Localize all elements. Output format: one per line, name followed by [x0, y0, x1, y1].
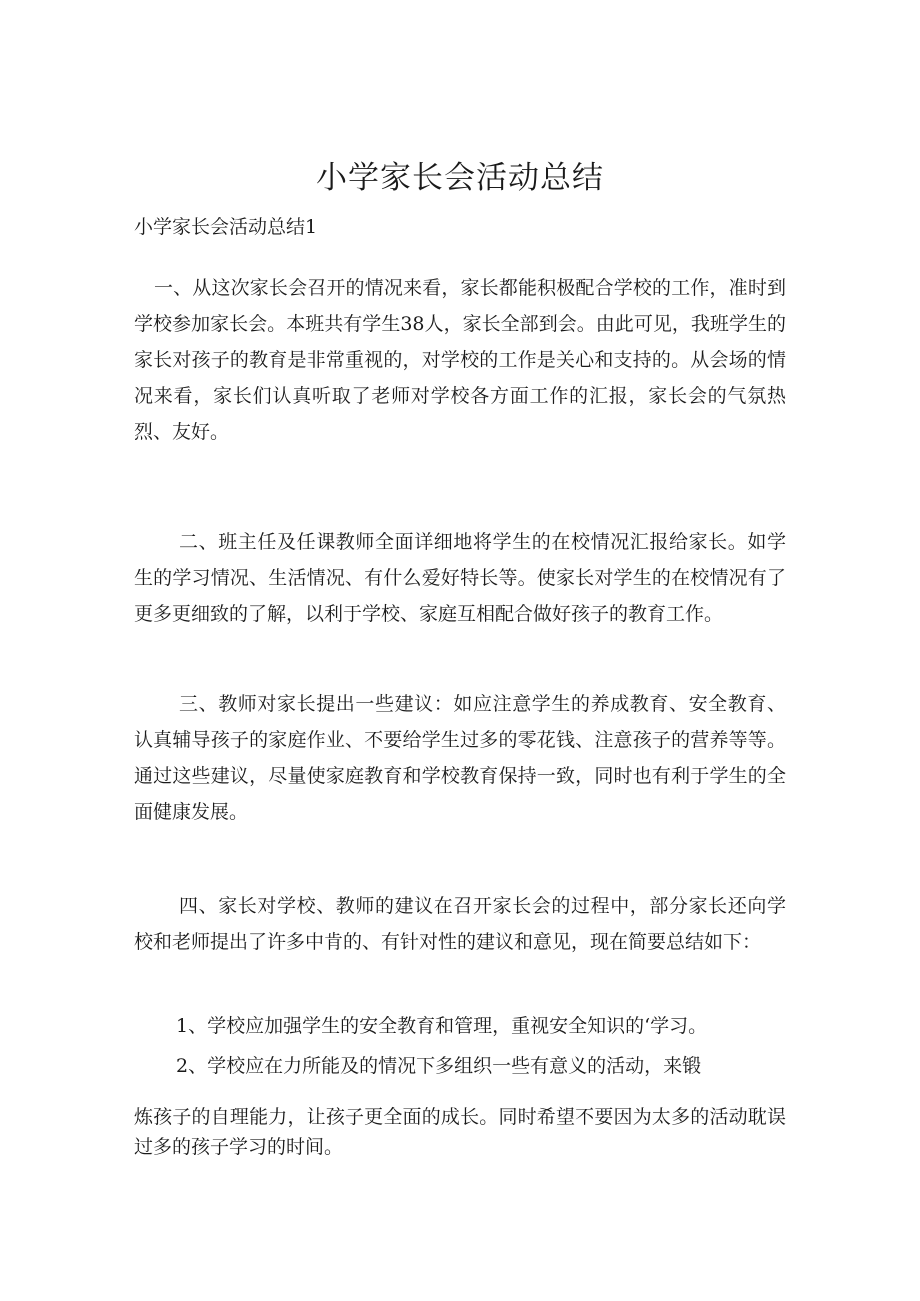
paragraph-3: 三、教师对家长提出一些建议：如应注意学生的养成教育、安全教育、认真辅导孩子的家庭作业、不要给学生过多的零花钱、注意孩子的营养等等。通过这些建议，尽量使家庭教育和学校教育保持一致，同时也有利于学生的全面健康发展。: [134, 693, 786, 823]
paragraph-1: 一、从这次家长会召开的情况来看，家长都能积极配合学校的工作，准时到学校参加家长会。本班共有学生38人，家长全部到会。由此可见，我班学生的家长对孩子的教育是非常重视的，对学校的工作是关心和支持的。从会场的情况来看，家长们认真听取了老师对学校各方面工作的汇报，家长会的气氛热烈、友好。: [134, 277, 786, 443]
paragraph-2: 二、班主任及任课教师全面详细地将学生的在校情况汇报给家长。如学生的学习情况、生活情况、有什么爱好特长等。使家长对学生的在校情况有了更多更细致的了解，以利于学校、家庭互相配合做好孩子的教育工作。: [134, 531, 786, 625]
document-title: 小学家长会活动总结: [316, 160, 604, 196]
document-subtitle: 小学家长会活动总结1: [134, 216, 318, 238]
paragraph-continuation: 炼孩子的自理能力，让孩子更全面的成长。同时希望不要因为太多的活动耽误过多的孩子学习的时间。: [134, 1106, 786, 1158]
paragraph-4: 四、家长对学校、教师的建议在召开家长会的过程中，部分家长还向学校和老师提出了许多中肯的、有针对性的建议和意见，现在简要总结如下：: [134, 895, 786, 953]
list-item-1: 1、学校应加强学生的安全教育和管理，重视安全知识的‘学习。: [176, 1015, 708, 1037]
list-item-2: 2、学校应在力所能及的情况下多组织一些有意义的活动，来锻: [176, 1055, 702, 1077]
